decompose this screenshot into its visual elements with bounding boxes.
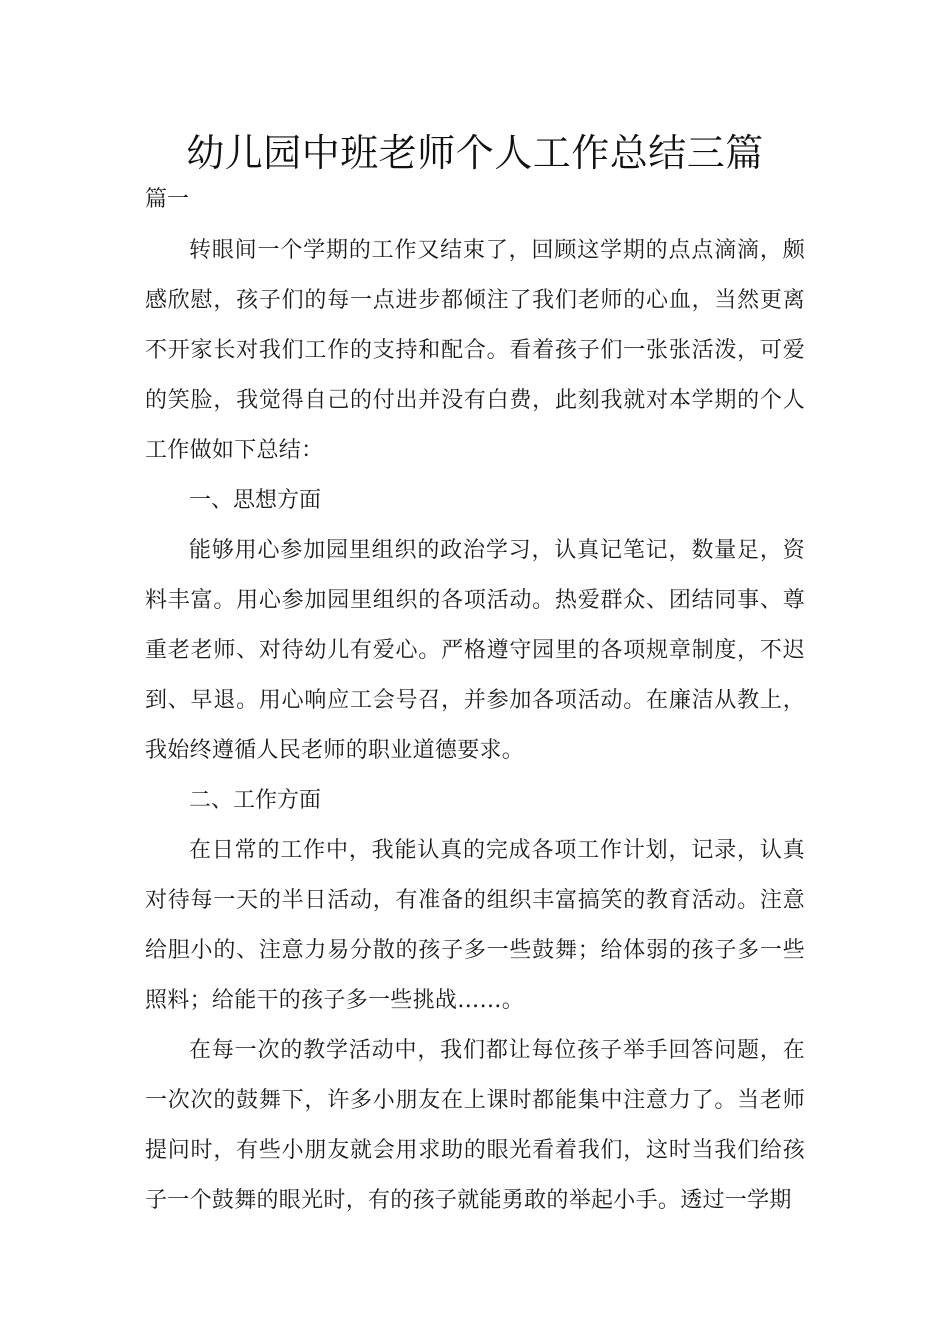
paragraph-intro: 转眼间一个学期的工作又结束了，回顾这学期的点点滴滴，颇感欣慰，孩子们的每一点进步都倾注了我们老师的心血，当然更离不开家长对我们工作的支持和配合。看着孩子们一张张活泼，可爱的笑脸，我觉得自己的付出并没有白费，此刻我就对本学期的个人工作做如下总结：	[145, 238, 805, 463]
paragraph-thought: 能够用心参加园里组织的政治学习，认真记笔记，数量足，资料丰富。用心参加园里组织的各项活动。热爱群众、团结同事、尊重老老师、对待幼儿有爱心。严格遵守园里的各项规章制度，不迟到、早退。用心响应工会号召，并参加各项活动。在廉洁从教上，我始终遵循人民老师的职业道德要求。	[145, 538, 805, 763]
paragraph-daily-work: 在日常的工作中，我能认真的完成各项工作计划，记录，认真对待每一天的半日活动，有准备的组织丰富搞笑的教育活动。注意给胆小的、注意力易分散的孩子多一些鼓舞；给体弱的孩子多一些照料；给能干的孩子多一些挑战……。	[145, 838, 805, 1013]
paragraph-teaching: 在每一次的教学活动中，我们都让每位孩子举手回答问题，在一次次的鼓舞下，许多小朋友在上课时都能集中注意力了。当老师提问时，有些小朋友就会用求助的眼光看着我们，这时当我们给孩子一个鼓舞的眼光时，有的孩子就能勇敢的举起小手。透过一学期	[145, 1038, 805, 1213]
section-heading-thought: 一、思想方面	[189, 488, 322, 513]
document-title: 幼儿园中班老师个人工作总结三篇	[186, 131, 764, 175]
part-label: 篇一	[145, 187, 190, 212]
section-heading-work: 二、工作方面	[189, 788, 322, 813]
